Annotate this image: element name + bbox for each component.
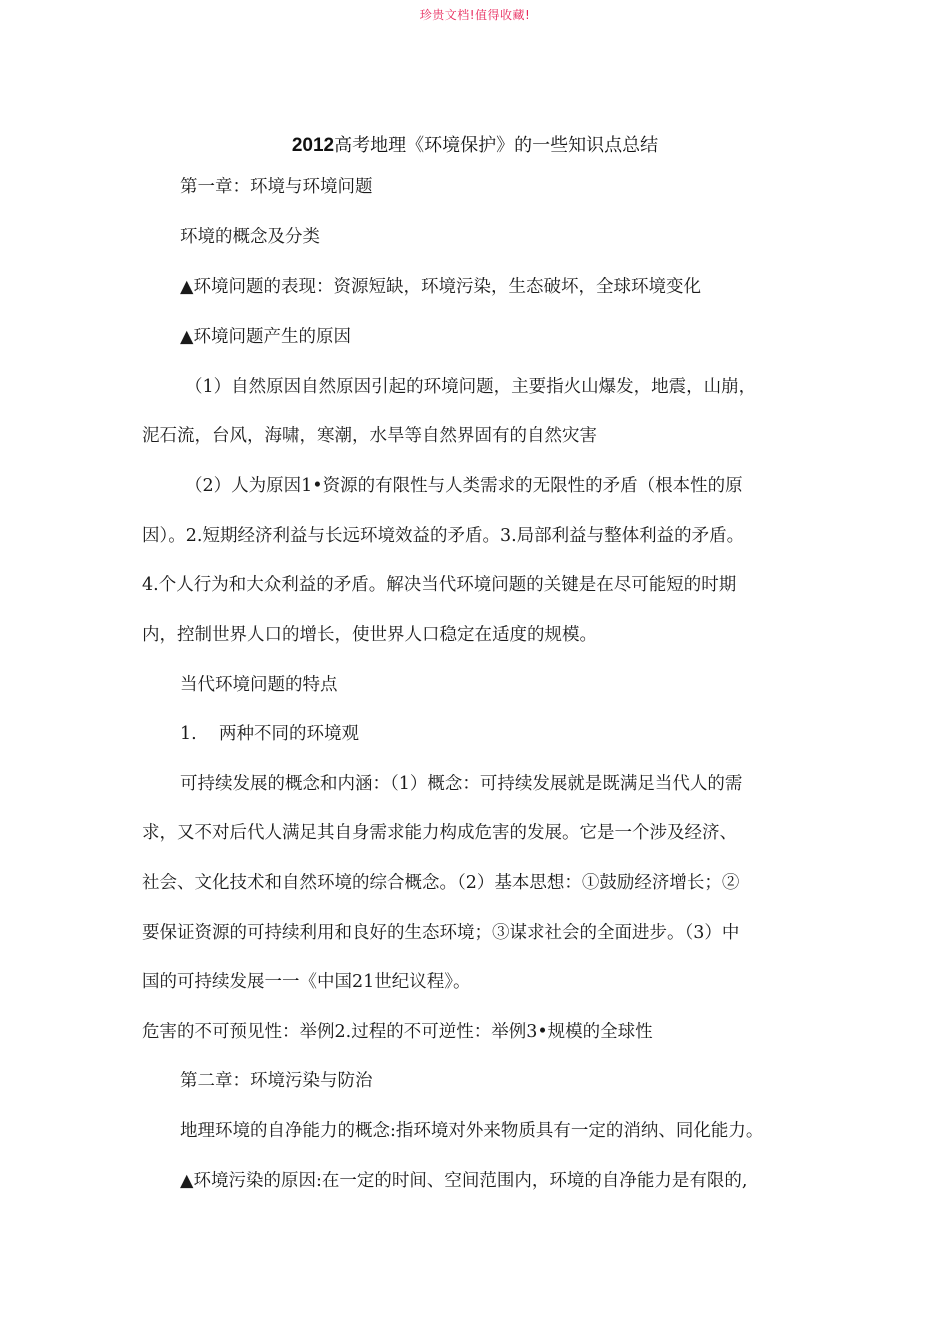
paragraph-line: 地理环境的自净能力的概念:指环境对外来物质具有一定的消纳、同化能力。 [180,1121,764,1141]
paragraph-line: 社会、文化技术和自然环境的综合概念。（2）基本思想：①鼓励经济增长；② [142,873,740,893]
bullet-line: ▲环境污染的原因:在一定的时间、空间范围内，环境的自净能力是有限的, [180,1171,748,1191]
numbered-heading: 1. 两种不同的环境观 [180,724,359,744]
paragraph-line: 泥石流，台风，海啸，寒潮，水旱等自然界固有的自然灾害 [142,426,597,446]
paragraph-line: 要保证资源的可持续利用和良好的生态环境；③谋求社会的全面进步。（3）中 [142,923,740,943]
paragraph-line: 求，又不对后代人满足其自身需求能力构成危害的发展。它是一个涉及经济、 [142,823,737,843]
chapter-heading: 第一章：环境与环境问题 [180,177,373,197]
document-title [0,131,950,157]
section-heading: 当代环境问题的特点 [180,675,338,695]
paragraph-line: 国的可持续发展一一《中国21世纪议程》。 [142,972,471,992]
section-heading: 环境的概念及分类 [180,227,320,247]
bullet-line: ▲环境问题的表现：资源短缺，环境污染，生态破坏，全球环境变化 [180,277,701,297]
header-watermark: 珍贵文档!值得收藏! [419,8,531,22]
paragraph-line: 4.个人行为和大众利益的矛盾。解决当代环境问题的关键是在尽可能短的时期 [142,575,737,595]
paragraph-line: 内，控制世界人口的增长，使世界人口稳定在适度的规模。 [142,625,597,645]
paragraph-line: （2）人为原因1•资源的有限性与人类需求的无限性的矛盾（根本性的原 [185,476,743,496]
title-year: 2012 [291,135,335,156]
bullet-line: ▲环境问题产生的原因 [180,327,351,347]
paragraph-line: 危害的不可预见性：举例2.过程的不可逆性：举例3•规模的全球性 [142,1022,653,1042]
paragraph-line: 可持续发展的概念和内涵：（1）概念：可持续发展就是既满足当代人的需 [180,774,743,794]
paragraph-line: 因）。2.短期经济利益与长远环境效益的矛盾。3.局部利益与整体利益的矛盾。 [142,526,745,546]
paragraph-line: （1）自然原因自然原因引起的环境问题，主要指火山爆发，地震，山崩， [185,377,757,397]
title-text: 高考地理《环境保护》的一些知识点总结 [334,135,659,156]
chapter-heading: 第二章：环境污染与防治 [180,1071,373,1091]
